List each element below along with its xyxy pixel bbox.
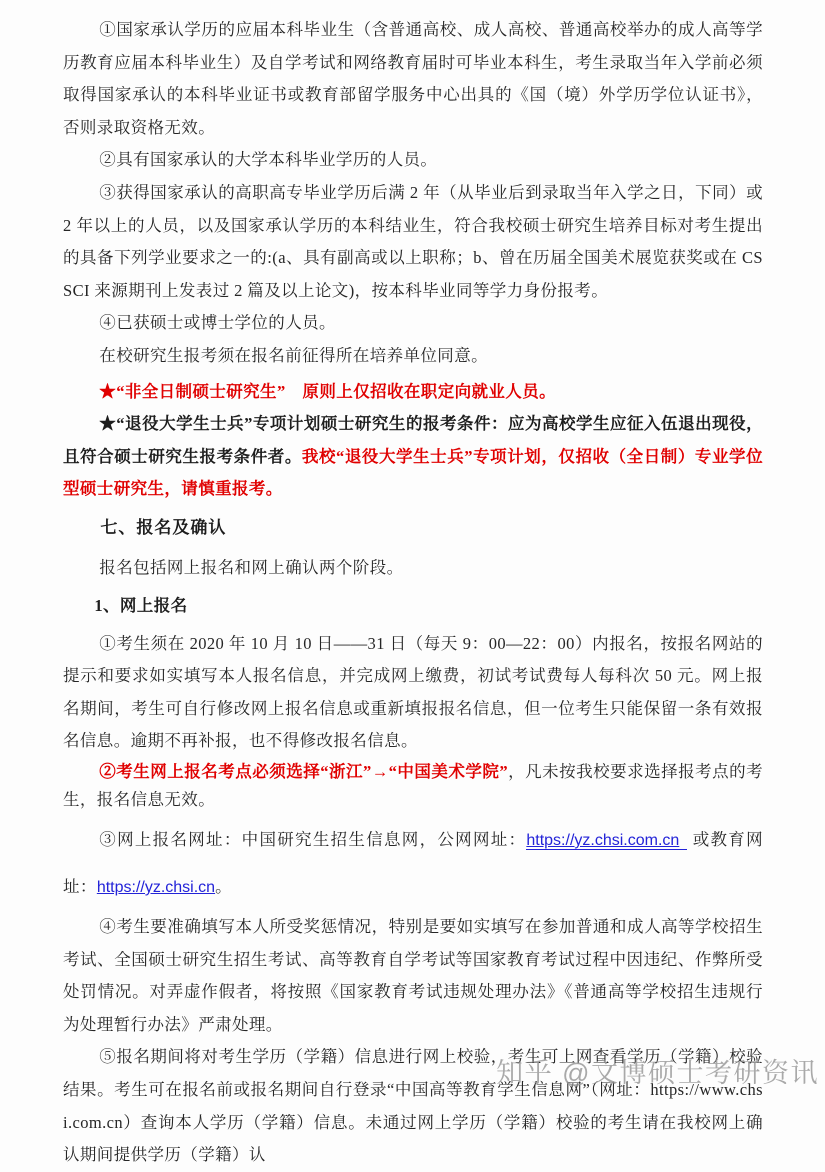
notice-part-time-policy-text: ★“非全日制硕士研究生” 原则上仅招收在职定向就业人员。 [99,381,556,401]
para-fresh-graduates: ①国家承认学历的应届本科毕业生（含普通高校、成人高校、普通高校举办的成人高等学历教育应届本科毕业生）及自学考试和网络教育届时可毕业本科生，考生录取当年入学前必须取得国家承认的本科毕业证书或教育部留学服务中心出具的《国（境）外学历学位认证书》，否则录取资格无效。 [63,20,763,137]
para-registration-urls [63,817,763,911]
para-disciplinary-disclosure: ④考生要准确填写本人所受奖惩情况，特别是要如实填写在参加普通和成人高等学校招生考试、全国硕士研究生招生考试、高等教育自学考试等国家教育考试过程中因违纪、作弊所受处罚情况。对弄虚作假者，将按照《国家教育考试违规处理办法》《普通高等学校招生违规行为处理暂行办法》严肃处理。 [63,917,763,1034]
exam-site-requirement-rest: ，凡未按我校要求选择报考点的考生，报名信息无效。 [63,762,763,810]
para-veteran-special-plan [63,408,763,506]
watermark-zhihu: 知乎 @文博硕士考研资讯 [496,1058,819,1088]
para-credential-verification: ⑤报名期间将对考生学历（学籍）信息进行网上校验，考生可上网查看学历（学籍）校验结果。考生可在报名前或报名期间自行登录“中国高等教育学生信息网”（网址：https://www.chsi.com.cn）查询本人学历（学籍）信息。未通过网上学历（学籍）校验的考生请在我校网上确认期间提供学历（学籍）认 [63,1047,763,1165]
para-bachelor-degree-holders: ②具有国家承认的大学本科毕业学历的人员。 [99,150,438,170]
para-enrolled-students-consent: 在校研究生报考须在报名前征得所在培养单位同意。 [99,345,488,365]
para-online-registration-period: ①考生须在 2020 年 10 月 10 日——31 日（每天 9：00—22：00）内报名，按报名网站的提示和要求如实填写本人报名信息，并完成网上缴费，初试考试费每人每科次 50 元。网上报名期间，考生可自行修改网上报名信息或重新填报报名信息，但一位考生只能保留一条有效报名信息。逾期不再补报，也不得修改报名信息。 [63,633,763,751]
subheading-online-registration: 1、网上报名 [94,596,188,616]
registration-url-period: 。 [215,877,232,897]
veteran-plan-conditions: ★“退役大学生士兵”专项计划硕士研究生的报考条件：应为高校学生应征入伍退出现役，且符合硕士研究生报考条件者。 [63,414,763,466]
registration-url-label: ③网上报名网址：中国研究生招生信息网，公网网址： [99,830,527,850]
para-junior-college-requirements: ③获得国家承认的高职高专毕业学历后满 2 年（从毕业后到录取当年入学之日，下同）或 2 年以上的人员，以及国家承认学历的本科结业生，符合我校硕士研究生培养目标对考生提出的具备下列学业要求之一的:(a、具有副高或以上职称；b、曾在历届全国美术展览获奖或在 CSSCI 来源期刊上发表过 2 篇及以上论文)，按本科毕业同等学力身份报考。 [63,182,763,300]
registration-url-or-label: 或教育网址： [63,830,763,897]
para-exam-site-requirement [63,758,763,814]
para-master-doctor-holders: ④已获硕士或博士学位的人员。 [99,313,336,333]
exam-site-requirement-red: ②考生网上报名考点必须选择“浙江”→“中国美术学院” [99,762,508,782]
link-yz-chsi-com-cn[interactable]: https://yz.chsi.com.cn [526,832,687,850]
para-registration-overview: 报名包括网上报名和网上确认两个阶段。 [99,557,404,577]
link-yz-chsi-cn[interactable]: https://yz.chsi.cn [96,879,216,897]
section-heading-registration: 七、报名及确认 [100,517,227,537]
veteran-plan-warning: 我校“退役大学生士兵”专项计划，仅招收（全日制）专业学位型硕士研究生，请慎重报考。 [63,446,763,499]
notice-part-time-policy [63,376,763,409]
